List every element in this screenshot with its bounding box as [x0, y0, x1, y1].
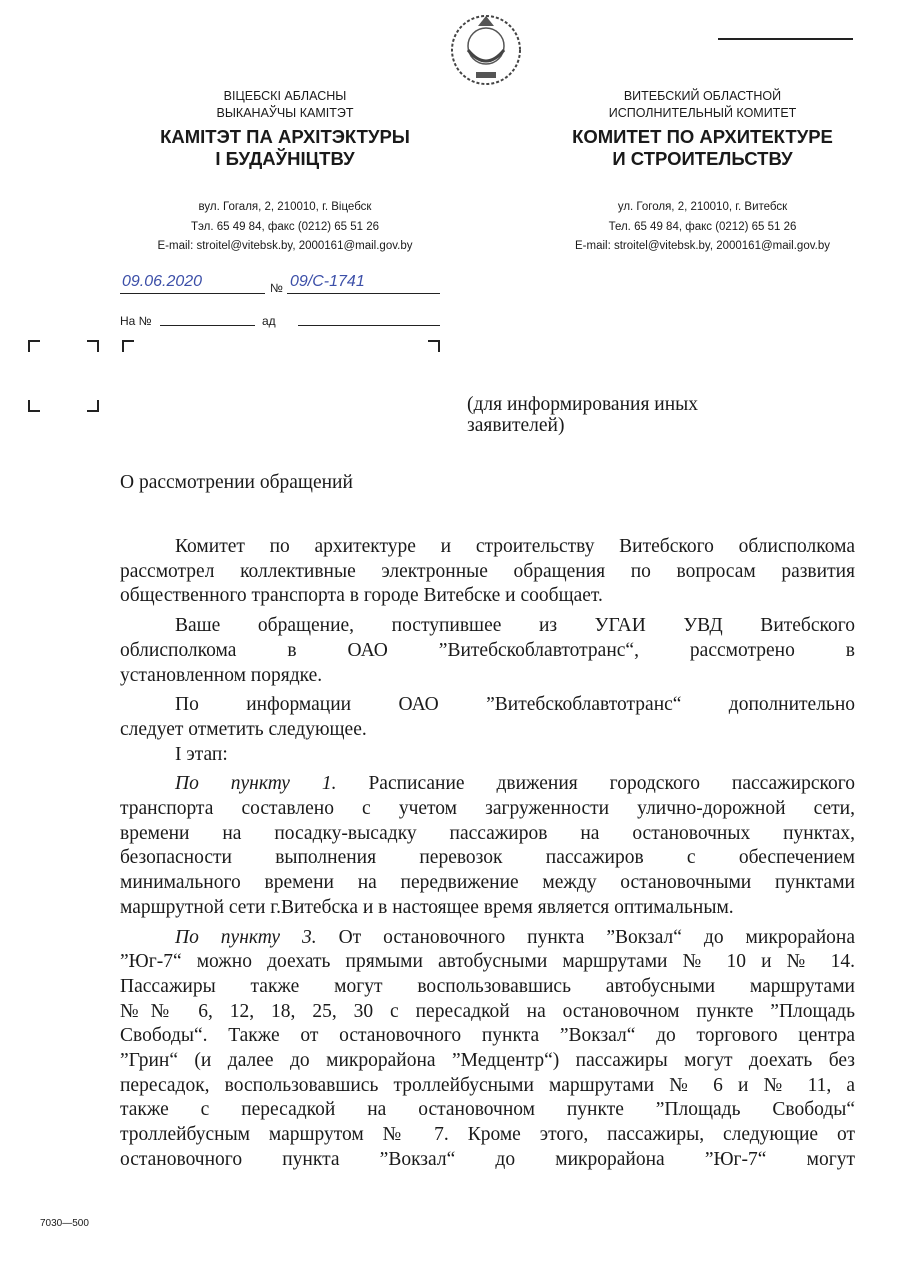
addressee-line: заявителей) [467, 415, 565, 436]
item-reference: По пункту 1. [175, 773, 337, 795]
text-line: общественного транспорта в городе Витебске и сообщает. [120, 585, 603, 607]
reply-to-label: На № [120, 314, 152, 328]
text-line: Пассажиры также могут воспользовавшись автобусными маршрутами [120, 975, 855, 997]
top-rule [718, 38, 853, 40]
from-label: ад [262, 314, 276, 328]
text-line: рассмотрел коллективные электронные обращения по вопросам развития [120, 560, 855, 582]
committee-title-be-2: І БУДАЎНІЦТВУ [215, 148, 355, 169]
paragraph [120, 535, 855, 609]
form-code: 7030—500 [40, 1218, 89, 1229]
belarus-emblem-icon [448, 12, 524, 88]
phone-ru: Тел. 65 49 84, факс (0212) 65 51 26 [608, 220, 797, 233]
paragraph [120, 614, 855, 688]
text-line: минимального времени на передвижение между остановочными пунктами [120, 872, 855, 894]
address-be: вул. Гогаля, 2, 210010, г. Віцебск [198, 201, 372, 213]
text-line: троллейбусным маршрутом № 7. Кроме этого, пассажиры, следующие от [120, 1124, 855, 1146]
text-line: Комитет по архитектуре и строительству Витебского облисполкома [175, 536, 855, 557]
number-label: № [270, 281, 283, 295]
addressee-line: (для информирования иных [467, 394, 699, 415]
text-line: ”Юг-7“ можно доехать прямыми автобусными маршрутами № 10 и № 14. [120, 951, 855, 973]
corner-mark [87, 400, 99, 412]
text-line: Свободы“. Также от остановочного пункта ”Вокзал“ до торгового центра [120, 1025, 855, 1047]
addressee [467, 394, 698, 436]
corner-mark [28, 340, 40, 352]
text-line: установленном порядке. [120, 664, 323, 686]
corner-mark [28, 400, 40, 412]
text-span: Расписание движения городского пассажирского [336, 773, 855, 795]
text-line: №№ 6, 12, 18, 25, 30 с пересадкой на остановочном пункте ”Площадь [120, 1000, 855, 1022]
org-name-ru: ВИТЕБСКИЙ ОБЛАСТНОЙ [623, 89, 782, 103]
text-line: По информации ОАО ”Витебскоблавтотранс“ дополнительно [175, 694, 855, 716]
text-line: безопасности выполнения перевозок пассажиров с обеспечением [120, 847, 855, 869]
text-line: пересадок, воспользовавшись троллейбусными маршрутами № 6 и № 11, а [120, 1074, 855, 1096]
text-span: От остановочного пункта ”Вокзал“ до микрорайона [316, 926, 855, 948]
org-name-be-2: ВЫКАНАЎЧЫ КАМІТЭТ [216, 106, 354, 120]
text-line: времени на посадку-высадку пассажиров на остановочных пунктах, [120, 822, 855, 844]
outgoing-date: 09.06.2020 [122, 273, 203, 290]
outgoing-number: 09/С-1741 [290, 273, 365, 290]
committee-title-ru-2: И СТРОИТЕЛЬСТВУ [612, 148, 793, 169]
text-line: следует отметить следующее. [120, 718, 367, 740]
corner-mark [87, 340, 99, 352]
right-header [530, 88, 875, 257]
phone-be: Тэл. 65 49 84, факс (0212) 65 51 26 [190, 220, 380, 233]
text-line: транспорта составлено с учетом загруженности улично-дорожной сети, [120, 798, 855, 820]
text-line: маршрутной сети г.Витебска и в настоящее время является оптимальным. [120, 896, 734, 918]
paragraph [120, 772, 855, 920]
committee-title-ru: КОМИТЕТ ПО АРХИТЕКТУРЕ [572, 126, 833, 147]
text-line: облисполкома в ОАО ”Витебскоблавтотранс“, рассмотрено в [120, 639, 855, 661]
corner-mark [122, 340, 134, 352]
email-be: E-mail: stroitel@vitebsk.by, 2000161@mail.gov.by [157, 240, 413, 252]
left-header [120, 88, 450, 257]
committee-title-be: КАМІТЭТ ПА АРХІТЭКТУРЫ [160, 126, 410, 147]
org-name-ru-2: ИСПОЛНИТЕЛЬНЫЙ КОМИТЕТ [608, 106, 797, 120]
address-ru: ул. Гоголя, 2, 210010, г. Витебск [617, 201, 788, 213]
stage-heading: I этап: [175, 743, 228, 765]
text-line: Ваше обращение, поступившее из УГАИ УВД Витебского [175, 615, 855, 637]
email-ru: E-mail: stroitel@vitebsk.by, 2000161@mail.gov.by [575, 240, 830, 252]
text-line: остановочного пункта ”Вокзал“ до микрорайона ”Юг-7“ могут [120, 1148, 855, 1170]
paragraph [120, 693, 855, 742]
paragraph [120, 926, 855, 1173]
text-line [120, 926, 855, 951]
text-line: также с пересадкой на остановочном пункте ”Площадь Свободы“ [120, 1099, 855, 1121]
text-line: ”Грин“ (и далее до микрорайона ”Медцентр“) пассажиры могут доехать без [120, 1050, 855, 1072]
corner-mark [428, 340, 440, 352]
subject: О рассмотрении обращений [120, 472, 353, 493]
org-name-be: ВІЦЕБСКІ АБЛАСНЫ [223, 89, 347, 103]
item-reference: По пункту 3. [175, 926, 317, 948]
letter-body [120, 535, 855, 1173]
text-line [120, 772, 855, 797]
